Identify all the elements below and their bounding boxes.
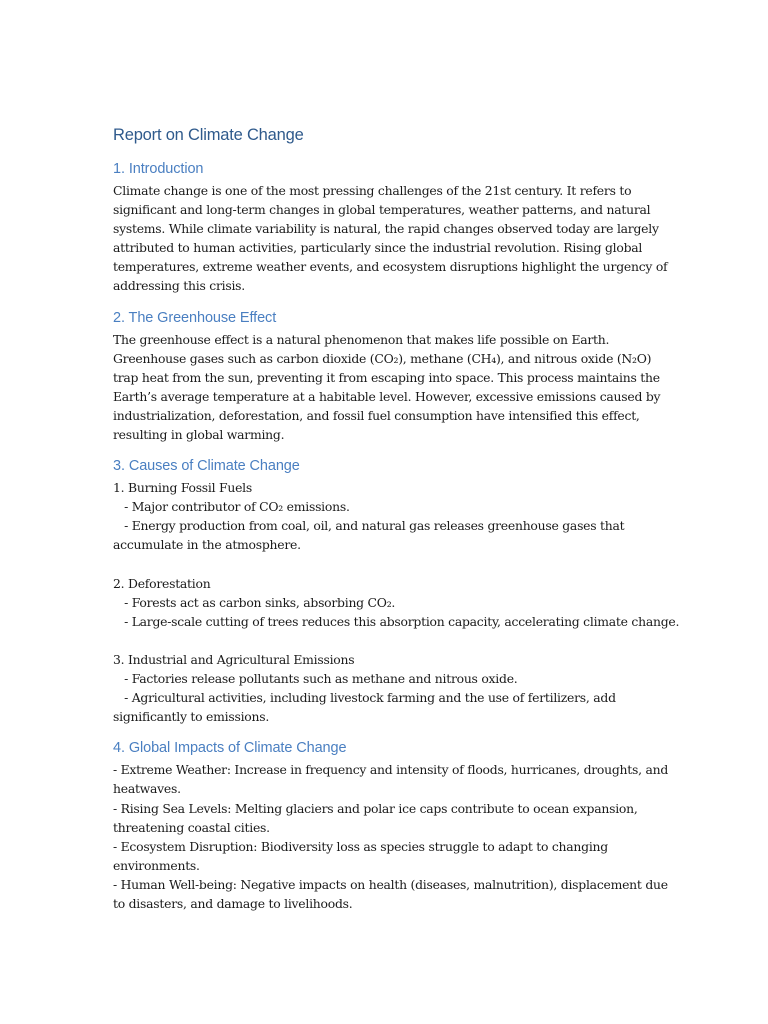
section-body (113, 760, 669, 913)
document-page (113, 124, 680, 925)
text-line: Greenhouse gases such as carbon dioxide (CO₂), methane (CH₄), and nitrous oxide (N₂O) (113, 350, 652, 366)
section-body (113, 181, 668, 296)
text-line: significant and long-term changes in global temperatures, weather patterns, and natural (113, 202, 651, 218)
section-heading: 1. Introduction (113, 161, 204, 177)
text-line: - Human Well-being: Negative impacts on health (diseases, malnutrition), displacement due (113, 876, 668, 892)
blank-line (113, 555, 663, 574)
blank-line (113, 631, 663, 650)
section-heading: 3. Causes of Climate Change (113, 458, 300, 475)
text-line: addressing this crisis. (113, 278, 245, 294)
text-line: - Factories release pollutants such as methane and nitrous oxide. (113, 671, 518, 687)
text-line: The greenhouse effect is a natural phenomenon that makes life possible on Earth. (113, 331, 610, 347)
text-line: industrialization, deforestation, and fossil fuel consumption have intensified this effect, (113, 407, 640, 423)
text-line: 2. Deforestation (113, 575, 211, 591)
text-line: environments. (113, 857, 200, 873)
text-line: attributed to human activities, particularly since the industrial revolution. Rising global (113, 240, 643, 256)
section-body (113, 330, 663, 445)
document-title: Report on Climate Change (113, 126, 304, 144)
section-heading: 2. The Greenhouse Effect (113, 309, 277, 326)
text-line: significantly to emissions. (113, 709, 270, 725)
text-line: 1. Burning Fossil Fuels (113, 480, 253, 496)
text-line: Climate change is one of the most pressing challenges of the 21st century. It refers to (113, 183, 632, 198)
text-line: to disasters, and damage to livelihoods. (113, 896, 353, 911)
section-body (113, 478, 680, 726)
text-line: 3. Industrial and Agricultural Emissions (113, 651, 355, 667)
text-line: threatening coastal cities. (113, 819, 270, 835)
section-causes (113, 456, 680, 726)
text-line: - Forests act as carbon sinks, absorbing CO₂. (113, 594, 396, 610)
text-line: Earth’s average temperature at a habitable level. However, excessive emissions caused by (113, 388, 661, 404)
text-line: accumulate in the atmosphere. (113, 537, 301, 553)
section-heading: 4. Global Impacts of Climate Change (113, 740, 347, 757)
text-line: - Extreme Weather: Increase in frequency and intensity of floods, hurricanes, droughts, and (113, 762, 669, 778)
section-introduction (113, 159, 668, 296)
text-line: - Large-scale cutting of trees reduces this absorption capacity, accelerating climate change. (113, 613, 680, 629)
text-line: - Ecosystem Disruption: Biodiversity loss as species struggle to adapt to changing (113, 838, 608, 854)
text-line: temperatures, extreme weather events, and ecosystem disruptions highlight the urgency of (113, 259, 668, 275)
text-line: trap heat from the sun, preventing it from escaping into space. This process maintains the (113, 369, 660, 385)
text-line: - Major contributor of CO₂ emissions. (113, 499, 350, 515)
section-greenhouse-effect (113, 308, 663, 445)
text-line: - Energy production from coal, oil, and natural gas releases greenhouse gases that (113, 518, 625, 534)
section-global-impacts (113, 738, 669, 913)
text-line: resulting in global warming. (113, 427, 285, 443)
text-line: heatwaves. (113, 781, 181, 797)
text-line: - Rising Sea Levels: Melting glaciers and polar ice caps contribute to ocean expansion, (113, 800, 638, 816)
text-line: - Agricultural activities, including livestock farming and the use of fertilizers, add (113, 690, 616, 706)
text-line: systems. While climate variability is natural, the rapid changes observed today are largely (113, 221, 659, 237)
